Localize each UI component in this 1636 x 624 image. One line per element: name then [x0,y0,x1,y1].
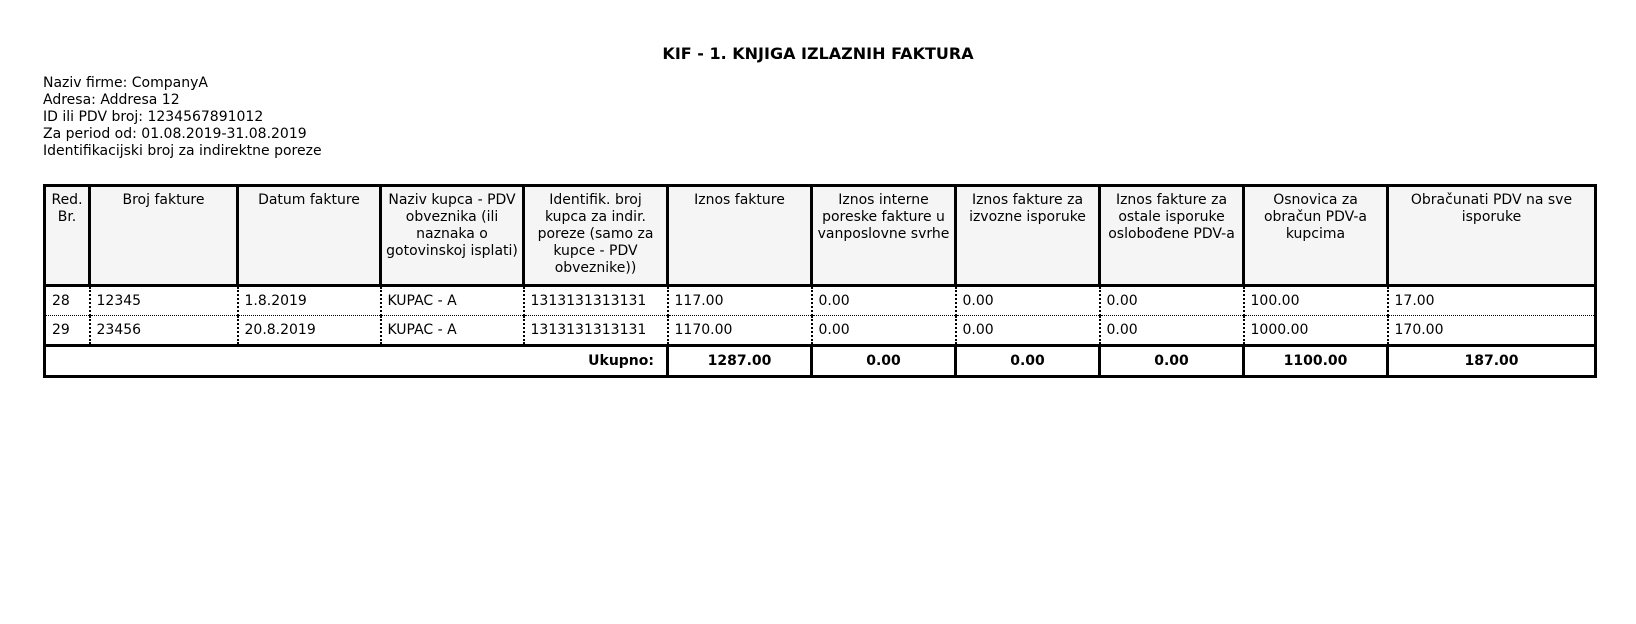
report-period: Za period od: 01.08.2019-31.08.2019 [43,126,307,142]
company-id: ID ili PDV broj: 1234567891012 [43,109,264,125]
cell-iznos-fakture: 117.00 [668,286,812,316]
cell-osnovica: 100.00 [1244,286,1388,316]
cell-iznos-fakture: 1170.00 [668,316,812,346]
col-header-ostale-isporuke: Iznos fakture za ostale isporuke oslobođene PDV-a [1100,186,1244,286]
totals-label: Ukupno: [45,346,668,377]
cell-ostale-isporuke: 0.00 [1100,316,1244,346]
company-name: Naziv firme: CompanyA [43,75,208,91]
cell-broj-fakture: 23456 [90,316,238,346]
col-header-iznos-fakture: Iznos fakture [668,186,812,286]
cell-datum-fakture: 20.8.2019 [238,316,381,346]
header-row [45,186,1596,286]
total-osnovica: 1100.00 [1244,346,1388,377]
col-header-datum-fakture: Datum fakture [238,186,381,286]
cell-iznos-interne: 0.00 [812,316,956,346]
cell-izvozne-isporuke: 0.00 [956,286,1100,316]
cell-ostale-isporuke: 0.00 [1100,286,1244,316]
cell-izvozne-isporuke: 0.00 [956,316,1100,346]
table-row [45,286,1596,316]
cell-red-br: 28 [45,286,90,316]
col-header-izvozne-isporuke: Iznos fakture za izvozne isporuke [956,186,1100,286]
col-header-iznos-interne: Iznos interne poreske fakture u vanposlovne svrhe [812,186,956,286]
col-header-naziv-kupca: Naziv kupca - PDV obveznika (ili naznaka o gotovinskoj isplati) [381,186,524,286]
cell-iznos-interne: 0.00 [812,286,956,316]
report-title: KIF - 1. KNJIGA IZLAZNIH FAKTURA [662,44,974,63]
company-address: Adresa: Addresa 12 [43,92,180,108]
cell-broj-fakture: 12345 [90,286,238,316]
col-header-osnovica: Osnovica za obračun PDV-a kupcima [1244,186,1388,286]
cell-obracunati-pdv: 17.00 [1388,286,1596,316]
cell-naziv-kupca: KUPAC - A [381,316,524,346]
total-iznos-fakture: 1287.00 [668,346,812,377]
cell-identifik-broj: 1313131313131 [524,316,668,346]
col-header-obracunati-pdv: Obračunati PDV na sve isporuke [1388,186,1596,286]
total-izvozne-isporuke: 0.00 [956,346,1100,377]
total-ostale-isporuke: 0.00 [1100,346,1244,377]
col-header-broj-fakture: Broj fakture [90,186,238,286]
cell-identifik-broj: 1313131313131 [524,286,668,316]
cell-osnovica: 1000.00 [1244,316,1388,346]
invoice-table [43,184,1597,378]
cell-naziv-kupca: KUPAC - A [381,286,524,316]
cell-red-br: 29 [45,316,90,346]
cell-obracunati-pdv: 170.00 [1388,316,1596,346]
tax-id-label: Identifikacijski broj za indirektne poreze [43,143,322,159]
company-info [43,75,322,160]
totals-row [45,346,1596,377]
col-header-identifik-broj: Identifik. broj kupca za indir. poreze (samo za kupce - PDV obveznike)) [524,186,668,286]
total-iznos-interne: 0.00 [812,346,956,377]
cell-datum-fakture: 1.8.2019 [238,286,381,316]
table-row [45,316,1596,346]
total-obracunati-pdv: 187.00 [1388,346,1596,377]
col-header-red-br: Red. Br. [45,186,90,286]
